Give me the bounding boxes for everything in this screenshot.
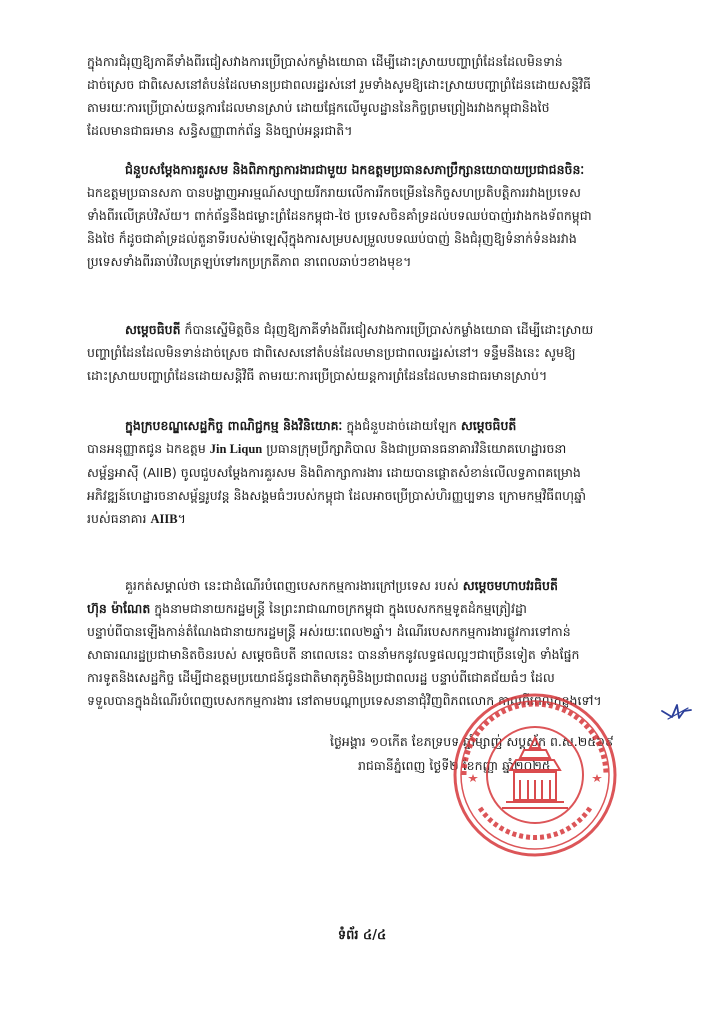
bold-title: សម្តេចធិបតី bbox=[460, 418, 517, 433]
bold-title: សម្តេចធិបតី bbox=[125, 322, 181, 337]
text-fragment: ។ bbox=[177, 511, 186, 526]
bank-acronym: AIIB bbox=[150, 512, 178, 526]
text-line bbox=[87, 414, 657, 437]
text-fragment: បានអនុញ្ញាតជូន ឯកឧត្តម bbox=[87, 441, 206, 456]
person-name: Jin Liqun bbox=[209, 442, 263, 456]
text-fragment: ប្រធានក្រុមប្រឹក្សាភិបាល និងជាប្រធានធនាគារវិនិយោគហេដ្ឋារចនា bbox=[266, 441, 567, 456]
page-number: ទំព័រ ៤/៤ bbox=[337, 928, 387, 943]
paragraph-cppcc-meeting bbox=[87, 158, 657, 273]
text-line: ដែលមានជាធរមាន សន្ធិសញ្ញាពាក់ព័ន្ធ និងច្បាប់អន្តរជាតិ។ bbox=[87, 123, 353, 138]
text-line: ទាំងពីរលើគ្រប់វិស័យ។ ពាក់ព័ន្ធនឹងជម្លោះព្រំដែនកម្ពុជា-ថៃ ប្រទេសចិនគាំទ្រដល់បទឈប់បាញ់រវាងកងទ័ពកម្ពុជា bbox=[87, 208, 592, 223]
text-line bbox=[87, 574, 657, 597]
text-line: ការទូតនិងសេដ្ឋកិច្ច ដើម្បីជាឧត្តមប្រយោជន៍ជូនជាតិមាតុភូមិនិងប្រជាពលរដ្ឋ បន្ទាប់ពីជោគជ័យធំៗ ដែល bbox=[87, 670, 555, 685]
text-line: តាមរយៈការប្រើប្រាស់យន្តការដែលមានស្រាប់ ដោយផ្អែកលើមូលដ្ឋាននៃកិច្ចព្រមព្រៀងរវាងកម្ពុជានិងថៃ bbox=[87, 100, 550, 115]
text-fragment: ក៏បានស្នើមិត្តចិន ជំរុញឱ្យភាគីទាំងពីរជៀសវាងការប្រើប្រាស់កម្លាំងយោធា ដើម្បីដោះស្រាយ bbox=[184, 322, 594, 337]
text-line: ឯកឧត្តមប្រធានសភា បានបង្ហាញអារម្មណ៍សប្បាយរីករាយលើការរីកចម្រើននៃកិច្ចសហប្រតិបត្តិការរវាងប្រទេស bbox=[87, 185, 581, 200]
text-line: ដោះស្រាយបញ្ហាព្រំដែនដោយសន្តិវិធី តាមរយៈការប្រើប្រាស់យន្តការព្រំដែនដែលមានជាធរមានស្រាប់។ bbox=[87, 368, 548, 383]
official-seal-stamp bbox=[450, 690, 620, 860]
lunar-date: ថ្ងៃអង្គារ ១០កើត ខែភទ្របទ ឆ្នាំម្សាញ់ សប្តស័ក ព.ស.២៥៦៩ bbox=[330, 734, 614, 749]
bold-title: សម្តេចមហាបវរធិបតី bbox=[462, 578, 558, 593]
pm-name: ហ៊ុន ម៉ាណែត bbox=[87, 601, 151, 616]
gregorian-date: រាជធានីភ្នំពេញ ថ្ងៃទី២ ខែកញ្ញា ឆ្នាំ២០២៥ bbox=[358, 758, 551, 773]
paragraph-economy-aiib bbox=[87, 414, 657, 531]
paragraph-border-appeal bbox=[87, 50, 657, 142]
text-line: ក្នុងការជំរុញឱ្យភាគីទាំងពីរជៀសវាងការប្រើប្រាស់កម្លាំងយោធា ដើម្បីដោះស្រាយបញ្ហាព្រំដែនដែលមិនទាន់ bbox=[87, 54, 563, 69]
paragraph-pm-request bbox=[87, 318, 657, 387]
text-line bbox=[87, 437, 657, 461]
paragraph-heading: ជំនួបសម្តែងការគួរសម និងពិភាក្សាការងារជាមួយ ឯកឧត្តមប្រធានសភាប្រឹក្សានយោបាយប្រជាជនចិនៈ bbox=[125, 162, 585, 177]
text-line: ដាច់ស្រេច ជាពិសេសនៅតំបន់ដែលមានប្រជាពលរដ្ឋរស់នៅ រួមទាំងសូមឱ្យដោះស្រាយបញ្ហាព្រំដែនដោយសន្តិវិធី bbox=[87, 77, 591, 92]
text-line: បន្ទាប់ពីបានឡើងកាន់តំណែងជានាយករដ្ឋមន្ត្រី អស់រយៈពេល២ឆ្នាំ។ ដំណើរបេសកកម្មការងារផ្លូវការទៅកាន់ bbox=[87, 624, 571, 639]
text-fragment: ក្នុងនាមជានាយករដ្ឋមន្ត្រី នៃព្រះរាជាណាចក្រកម្ពុជា ក្នុងបេសកកម្មទូតដំកម្មត្រៀវដ្ឋា bbox=[154, 601, 527, 616]
text-line: បញ្ហាព្រំដែនដែលមិនទាន់ដាច់ស្រេច ជាពិសេសនៅតំបន់ដែលមានប្រជាពលរដ្ឋរស់នៅ។ ទន្ទឹមនឹងនេះ សូមឱ្យ bbox=[87, 345, 576, 360]
section-heading: ក្នុងក្របខណ្ឌសេដ្ឋកិច្ច ពាណិជ្ជកម្ម និងវិនិយោគៈ bbox=[125, 418, 343, 433]
text-line bbox=[87, 318, 657, 341]
text-fragment: គួរកត់សម្គាល់ថា នេះជាដំណើរបំពេញបេសកកម្មការងារក្រៅប្រទេស របស់ bbox=[125, 578, 459, 593]
text-line: ប្រទេសទាំងពីរឆាប់វិលត្រឡប់ទៅរកប្រក្រតីភាព នាពេលឆាប់ៗខាងមុខ។ bbox=[87, 254, 412, 269]
text-line: ទទួលបានក្នុងដំណើរបំពេញបេសកកម្មការងារ នៅតាមបណ្តាប្រទេសនានាជុំវិញពិភពលោក កាលពីពេលកន្លងទៅ។ bbox=[87, 693, 602, 708]
text-line: និងថៃ ក៏ដូចជាគាំទ្រដល់តួនាទីរបស់ម៉ាឡេស៊ីក្នុងការសម្របសម្រួលបទឈប់បាញ់ និងជំរុញឱ្យទំនាក់ទំនងរវាង bbox=[87, 231, 577, 246]
text-fragment: ក្នុងជំនួបដាច់ដោយឡែក bbox=[346, 418, 457, 433]
text-line bbox=[87, 507, 657, 531]
text-line bbox=[87, 597, 657, 620]
text-fragment: របស់ធនាគារ bbox=[87, 511, 147, 526]
text-line: អភិវឌ្ឍន៍ហេដ្ឋារចនាសម្ព័ន្ធរូបវន្ត និងសង្គមធំៗរបស់កម្ពុជា ដែលអាចប្រើប្រាស់ហិរញ្ញប្បទាន ក្រោមកម្មវិធីពហុឆ្នាំ bbox=[87, 488, 586, 503]
text-line: សាធារណរដ្ឋប្រជាមានិតចិនរបស់ សម្តេចធិបតី នាពេលនេះ បាននាំមកនូវលទ្ធផលល្អៗជាច្រើនទៀត ទាំងផ្នែក bbox=[87, 647, 580, 662]
text-line: សម្ព័ន្ធអាស៊ី (AIIB) ចូលជួបសម្តែងការគួរសម និងពិភាក្សាការងារ ដោយបានផ្តោតសំខាន់លើលទ្ធភាពគម្រោង bbox=[87, 465, 581, 480]
signature-mark-icon bbox=[660, 697, 694, 723]
